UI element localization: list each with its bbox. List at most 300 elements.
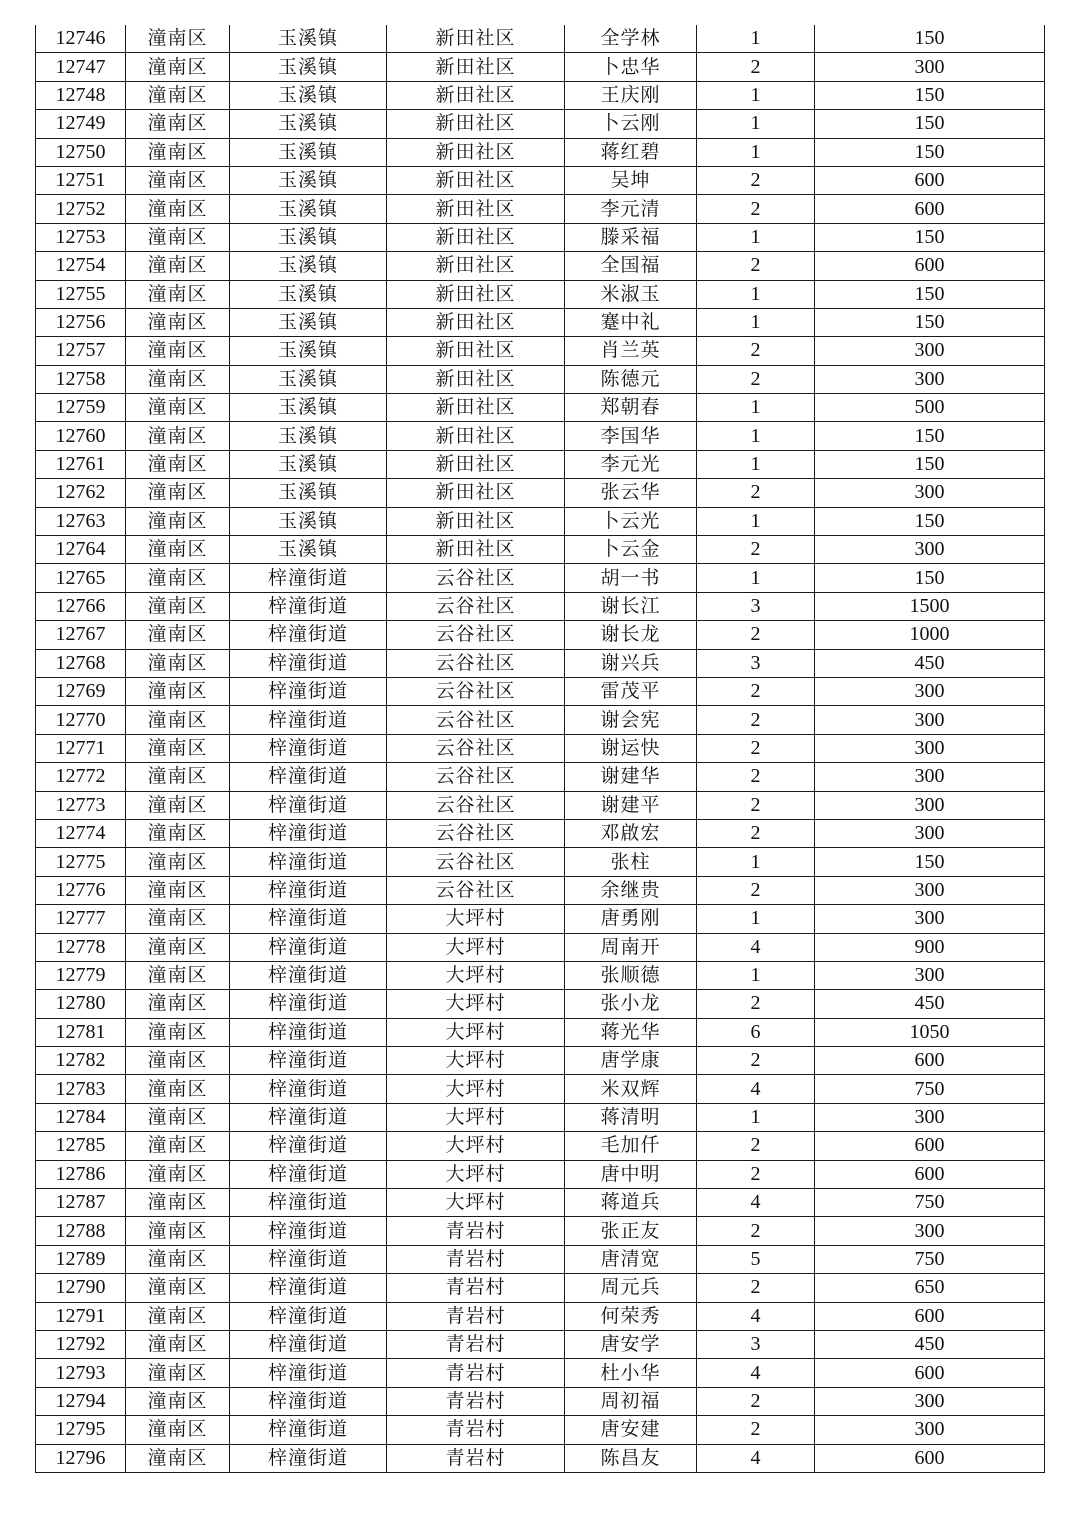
table-row	[36, 1245, 1045, 1273]
town-cell: 梓潼街道	[230, 677, 387, 705]
community-cell: 云谷社区	[387, 677, 565, 705]
district-cell: 潼南区	[126, 1245, 230, 1273]
table-row	[36, 791, 1045, 819]
district-cell: 潼南区	[126, 110, 230, 138]
amount-cell: 450	[815, 649, 1045, 677]
community-cell: 云谷社区	[387, 649, 565, 677]
count-cell: 1	[697, 450, 815, 478]
district-cell: 潼南区	[126, 365, 230, 393]
count-cell: 4	[697, 1075, 815, 1103]
row-id-cell: 12766	[36, 592, 126, 620]
district-cell: 潼南区	[126, 25, 230, 53]
district-cell: 潼南区	[126, 280, 230, 308]
count-cell: 2	[697, 166, 815, 194]
row-id-cell: 12793	[36, 1359, 126, 1387]
count-cell: 1	[697, 308, 815, 336]
town-cell: 梓潼街道	[230, 1330, 387, 1358]
town-cell: 梓潼街道	[230, 1132, 387, 1160]
community-cell: 大坪村	[387, 1189, 565, 1217]
amount-cell: 650	[815, 1274, 1045, 1302]
amount-cell: 300	[815, 677, 1045, 705]
name-cell: 唐中明	[565, 1160, 697, 1188]
district-cell: 潼南区	[126, 138, 230, 166]
name-cell: 邓啟宏	[565, 819, 697, 847]
town-cell: 梓潼街道	[230, 990, 387, 1018]
community-cell: 大坪村	[387, 933, 565, 961]
district-cell: 潼南区	[126, 1444, 230, 1472]
table-row	[36, 734, 1045, 762]
community-cell: 大坪村	[387, 1047, 565, 1075]
name-cell: 蹇中礼	[565, 308, 697, 336]
row-id-cell: 12774	[36, 819, 126, 847]
row-id-cell: 12771	[36, 734, 126, 762]
community-cell: 新田社区	[387, 422, 565, 450]
name-cell: 米淑玉	[565, 280, 697, 308]
district-cell: 潼南区	[126, 308, 230, 336]
amount-cell: 150	[815, 507, 1045, 535]
count-cell: 2	[697, 479, 815, 507]
count-cell: 2	[697, 1217, 815, 1245]
name-cell: 谢建平	[565, 791, 697, 819]
row-id-cell: 12748	[36, 81, 126, 109]
town-cell: 梓潼街道	[230, 592, 387, 620]
town-cell: 玉溪镇	[230, 25, 387, 53]
town-cell: 梓潼街道	[230, 819, 387, 847]
table-row	[36, 536, 1045, 564]
table-row	[36, 990, 1045, 1018]
table-row	[36, 166, 1045, 194]
community-cell: 青岩村	[387, 1330, 565, 1358]
amount-cell: 150	[815, 25, 1045, 53]
amount-cell: 600	[815, 166, 1045, 194]
amount-cell: 600	[815, 1302, 1045, 1330]
district-cell: 潼南区	[126, 848, 230, 876]
count-cell: 1	[697, 110, 815, 138]
amount-cell: 300	[815, 905, 1045, 933]
town-cell: 梓潼街道	[230, 1416, 387, 1444]
district-cell: 潼南区	[126, 592, 230, 620]
town-cell: 梓潼街道	[230, 1245, 387, 1273]
row-id-cell: 12782	[36, 1047, 126, 1075]
name-cell: 陈德元	[565, 365, 697, 393]
community-cell: 青岩村	[387, 1387, 565, 1415]
district-cell: 潼南区	[126, 621, 230, 649]
town-cell: 梓潼街道	[230, 791, 387, 819]
name-cell: 胡一书	[565, 564, 697, 592]
amount-cell: 300	[815, 53, 1045, 81]
name-cell: 谢运快	[565, 734, 697, 762]
district-cell: 潼南区	[126, 53, 230, 81]
town-cell: 玉溪镇	[230, 308, 387, 336]
town-cell: 玉溪镇	[230, 365, 387, 393]
count-cell: 2	[697, 706, 815, 734]
district-cell: 潼南区	[126, 763, 230, 791]
town-cell: 梓潼街道	[230, 905, 387, 933]
community-cell: 新田社区	[387, 25, 565, 53]
count-cell: 3	[697, 592, 815, 620]
row-id-cell: 12763	[36, 507, 126, 535]
district-cell: 潼南区	[126, 564, 230, 592]
row-id-cell: 12768	[36, 649, 126, 677]
name-cell: 谢兴兵	[565, 649, 697, 677]
row-id-cell: 12772	[36, 763, 126, 791]
community-cell: 新田社区	[387, 365, 565, 393]
amount-cell: 1000	[815, 621, 1045, 649]
amount-cell: 300	[815, 536, 1045, 564]
town-cell: 玉溪镇	[230, 536, 387, 564]
table-row	[36, 1047, 1045, 1075]
community-cell: 云谷社区	[387, 734, 565, 762]
table-row	[36, 1103, 1045, 1131]
town-cell: 玉溪镇	[230, 195, 387, 223]
row-id-cell: 12756	[36, 308, 126, 336]
town-cell: 梓潼街道	[230, 706, 387, 734]
table-row	[36, 308, 1045, 336]
district-cell: 潼南区	[126, 706, 230, 734]
amount-cell: 300	[815, 791, 1045, 819]
community-cell: 新田社区	[387, 337, 565, 365]
table-row	[36, 1274, 1045, 1302]
town-cell: 玉溪镇	[230, 81, 387, 109]
amount-cell: 600	[815, 1160, 1045, 1188]
district-cell: 潼南区	[126, 223, 230, 251]
community-cell: 云谷社区	[387, 564, 565, 592]
count-cell: 5	[697, 1245, 815, 1273]
count-cell: 1	[697, 564, 815, 592]
row-id-cell: 12764	[36, 536, 126, 564]
row-id-cell: 12752	[36, 195, 126, 223]
town-cell: 玉溪镇	[230, 280, 387, 308]
amount-cell: 750	[815, 1189, 1045, 1217]
town-cell: 梓潼街道	[230, 876, 387, 904]
district-cell: 潼南区	[126, 1047, 230, 1075]
amount-cell: 300	[815, 763, 1045, 791]
amount-cell: 150	[815, 110, 1045, 138]
amount-cell: 1050	[815, 1018, 1045, 1046]
count-cell: 2	[697, 337, 815, 365]
town-cell: 玉溪镇	[230, 479, 387, 507]
table-row	[36, 195, 1045, 223]
name-cell: 卜云光	[565, 507, 697, 535]
row-id-cell: 12789	[36, 1245, 126, 1273]
count-cell: 2	[697, 876, 815, 904]
row-id-cell: 12791	[36, 1302, 126, 1330]
district-cell: 潼南区	[126, 961, 230, 989]
count-cell: 2	[697, 53, 815, 81]
table-row	[36, 138, 1045, 166]
district-cell: 潼南区	[126, 1330, 230, 1358]
district-cell: 潼南区	[126, 1075, 230, 1103]
row-id-cell: 12775	[36, 848, 126, 876]
amount-cell: 600	[815, 195, 1045, 223]
row-id-cell: 12751	[36, 166, 126, 194]
district-cell: 潼南区	[126, 1217, 230, 1245]
document-page	[35, 25, 1044, 1473]
row-id-cell: 12788	[36, 1217, 126, 1245]
name-cell: 唐安学	[565, 1330, 697, 1358]
table-row	[36, 252, 1045, 280]
table-row	[36, 848, 1045, 876]
count-cell: 1	[697, 961, 815, 989]
table-row	[36, 1302, 1045, 1330]
row-id-cell: 12778	[36, 933, 126, 961]
amount-cell: 150	[815, 138, 1045, 166]
district-cell: 潼南区	[126, 734, 230, 762]
row-id-cell: 12776	[36, 876, 126, 904]
table-row	[36, 819, 1045, 847]
count-cell: 1	[697, 905, 815, 933]
name-cell: 蒋红碧	[565, 138, 697, 166]
row-id-cell: 12765	[36, 564, 126, 592]
name-cell: 卜忠华	[565, 53, 697, 81]
community-cell: 青岩村	[387, 1416, 565, 1444]
name-cell: 雷茂平	[565, 677, 697, 705]
name-cell: 唐学康	[565, 1047, 697, 1075]
amount-cell: 150	[815, 422, 1045, 450]
row-id-cell: 12747	[36, 53, 126, 81]
name-cell: 全学林	[565, 25, 697, 53]
row-id-cell: 12783	[36, 1075, 126, 1103]
table-row	[36, 394, 1045, 422]
row-id-cell: 12769	[36, 677, 126, 705]
district-cell: 潼南区	[126, 479, 230, 507]
community-cell: 青岩村	[387, 1217, 565, 1245]
row-id-cell: 12785	[36, 1132, 126, 1160]
district-cell: 潼南区	[126, 536, 230, 564]
count-cell: 4	[697, 1359, 815, 1387]
town-cell: 梓潼街道	[230, 734, 387, 762]
amount-cell: 600	[815, 1132, 1045, 1160]
town-cell: 梓潼街道	[230, 848, 387, 876]
town-cell: 玉溪镇	[230, 138, 387, 166]
amount-cell: 300	[815, 479, 1045, 507]
count-cell: 1	[697, 25, 815, 53]
table-row	[36, 25, 1045, 53]
name-cell: 蒋清明	[565, 1103, 697, 1131]
count-cell: 1	[697, 81, 815, 109]
row-id-cell: 12787	[36, 1189, 126, 1217]
name-cell: 余继贵	[565, 876, 697, 904]
count-cell: 2	[697, 252, 815, 280]
district-cell: 潼南区	[126, 933, 230, 961]
name-cell: 唐勇刚	[565, 905, 697, 933]
district-cell: 潼南区	[126, 195, 230, 223]
count-cell: 2	[697, 763, 815, 791]
district-cell: 潼南区	[126, 337, 230, 365]
table-row	[36, 223, 1045, 251]
table-row	[36, 1217, 1045, 1245]
count-cell: 2	[697, 1387, 815, 1415]
district-cell: 潼南区	[126, 394, 230, 422]
count-cell: 2	[697, 1132, 815, 1160]
count-cell: 2	[697, 536, 815, 564]
table-row	[36, 479, 1045, 507]
table-row	[36, 1160, 1045, 1188]
count-cell: 4	[697, 933, 815, 961]
amount-cell: 450	[815, 990, 1045, 1018]
district-cell: 潼南区	[126, 1274, 230, 1302]
town-cell: 梓潼街道	[230, 961, 387, 989]
town-cell: 梓潼街道	[230, 1103, 387, 1131]
name-cell: 吴坤	[565, 166, 697, 194]
amount-cell: 300	[815, 961, 1045, 989]
name-cell: 张小龙	[565, 990, 697, 1018]
table-row	[36, 110, 1045, 138]
count-cell: 2	[697, 1416, 815, 1444]
count-cell: 1	[697, 138, 815, 166]
town-cell: 玉溪镇	[230, 507, 387, 535]
count-cell: 2	[697, 819, 815, 847]
community-cell: 云谷社区	[387, 621, 565, 649]
count-cell: 1	[697, 422, 815, 450]
name-cell: 张顺德	[565, 961, 697, 989]
amount-cell: 300	[815, 734, 1045, 762]
district-cell: 潼南区	[126, 450, 230, 478]
table-row	[36, 1387, 1045, 1415]
name-cell: 周元兵	[565, 1274, 697, 1302]
count-cell: 1	[697, 848, 815, 876]
row-id-cell: 12790	[36, 1274, 126, 1302]
table-row	[36, 1132, 1045, 1160]
community-cell: 新田社区	[387, 507, 565, 535]
community-cell: 大坪村	[387, 1075, 565, 1103]
district-cell: 潼南区	[126, 1359, 230, 1387]
name-cell: 谢建华	[565, 763, 697, 791]
table-row	[36, 422, 1045, 450]
count-cell: 1	[697, 1103, 815, 1131]
name-cell: 蒋光华	[565, 1018, 697, 1046]
name-cell: 何荣秀	[565, 1302, 697, 1330]
name-cell: 唐清宽	[565, 1245, 697, 1273]
name-cell: 谢长龙	[565, 621, 697, 649]
row-id-cell: 12754	[36, 252, 126, 280]
community-cell: 云谷社区	[387, 706, 565, 734]
count-cell: 2	[697, 621, 815, 649]
district-cell: 潼南区	[126, 166, 230, 194]
town-cell: 玉溪镇	[230, 166, 387, 194]
table-row	[36, 81, 1045, 109]
count-cell: 2	[697, 677, 815, 705]
community-cell: 新田社区	[387, 308, 565, 336]
table-row	[36, 961, 1045, 989]
amount-cell: 600	[815, 1047, 1045, 1075]
count-cell: 2	[697, 791, 815, 819]
row-id-cell: 12759	[36, 394, 126, 422]
amount-cell: 750	[815, 1245, 1045, 1273]
name-cell: 卜云金	[565, 536, 697, 564]
name-cell: 谢长江	[565, 592, 697, 620]
town-cell: 梓潼街道	[230, 1047, 387, 1075]
amount-cell: 150	[815, 223, 1045, 251]
amount-cell: 750	[815, 1075, 1045, 1103]
table-row	[36, 876, 1045, 904]
table-row	[36, 564, 1045, 592]
name-cell: 毛加仟	[565, 1132, 697, 1160]
amount-cell: 150	[815, 848, 1045, 876]
count-cell: 4	[697, 1302, 815, 1330]
community-cell: 大坪村	[387, 990, 565, 1018]
district-cell: 潼南区	[126, 1416, 230, 1444]
count-cell: 1	[697, 394, 815, 422]
amount-cell: 1500	[815, 592, 1045, 620]
town-cell: 玉溪镇	[230, 394, 387, 422]
table-row	[36, 337, 1045, 365]
row-id-cell: 12750	[36, 138, 126, 166]
community-cell: 新田社区	[387, 252, 565, 280]
count-cell: 1	[697, 223, 815, 251]
table-row	[36, 1416, 1045, 1444]
amount-cell: 150	[815, 308, 1045, 336]
community-cell: 新田社区	[387, 81, 565, 109]
town-cell: 梓潼街道	[230, 1302, 387, 1330]
row-id-cell: 12749	[36, 110, 126, 138]
name-cell: 周南开	[565, 933, 697, 961]
town-cell: 梓潼街道	[230, 1274, 387, 1302]
community-cell: 云谷社区	[387, 592, 565, 620]
amount-cell: 300	[815, 337, 1045, 365]
town-cell: 梓潼街道	[230, 621, 387, 649]
community-cell: 云谷社区	[387, 763, 565, 791]
community-cell: 大坪村	[387, 1103, 565, 1131]
row-id-cell: 12753	[36, 223, 126, 251]
table-row	[36, 706, 1045, 734]
row-id-cell: 12781	[36, 1018, 126, 1046]
community-cell: 新田社区	[387, 450, 565, 478]
name-cell: 周初福	[565, 1387, 697, 1415]
row-id-cell: 12796	[36, 1444, 126, 1472]
community-cell: 青岩村	[387, 1444, 565, 1472]
community-cell: 新田社区	[387, 166, 565, 194]
district-cell: 潼南区	[126, 1387, 230, 1415]
community-cell: 青岩村	[387, 1302, 565, 1330]
amount-cell: 450	[815, 1330, 1045, 1358]
name-cell: 全国福	[565, 252, 697, 280]
name-cell: 李元清	[565, 195, 697, 223]
town-cell: 玉溪镇	[230, 252, 387, 280]
district-cell: 潼南区	[126, 1018, 230, 1046]
table-row	[36, 53, 1045, 81]
table-row	[36, 365, 1045, 393]
table-row	[36, 1018, 1045, 1046]
amount-cell: 300	[815, 365, 1045, 393]
community-cell: 新田社区	[387, 479, 565, 507]
name-cell: 王庆刚	[565, 81, 697, 109]
count-cell: 2	[697, 734, 815, 762]
amount-cell: 300	[815, 819, 1045, 847]
table-row	[36, 1330, 1045, 1358]
town-cell: 梓潼街道	[230, 1189, 387, 1217]
district-cell: 潼南区	[126, 1103, 230, 1131]
count-cell: 4	[697, 1189, 815, 1217]
community-cell: 新田社区	[387, 138, 565, 166]
row-id-cell: 12777	[36, 905, 126, 933]
community-cell: 青岩村	[387, 1274, 565, 1302]
community-cell: 大坪村	[387, 1160, 565, 1188]
district-cell: 潼南区	[126, 1160, 230, 1188]
district-cell: 潼南区	[126, 677, 230, 705]
name-cell: 郑朝春	[565, 394, 697, 422]
amount-cell: 300	[815, 1103, 1045, 1131]
count-cell: 1	[697, 507, 815, 535]
community-cell: 大坪村	[387, 1132, 565, 1160]
town-cell: 梓潼街道	[230, 933, 387, 961]
name-cell: 李国华	[565, 422, 697, 450]
name-cell: 张云华	[565, 479, 697, 507]
town-cell: 梓潼街道	[230, 1387, 387, 1415]
community-cell: 新田社区	[387, 53, 565, 81]
town-cell: 梓潼街道	[230, 1160, 387, 1188]
count-cell: 2	[697, 1047, 815, 1075]
